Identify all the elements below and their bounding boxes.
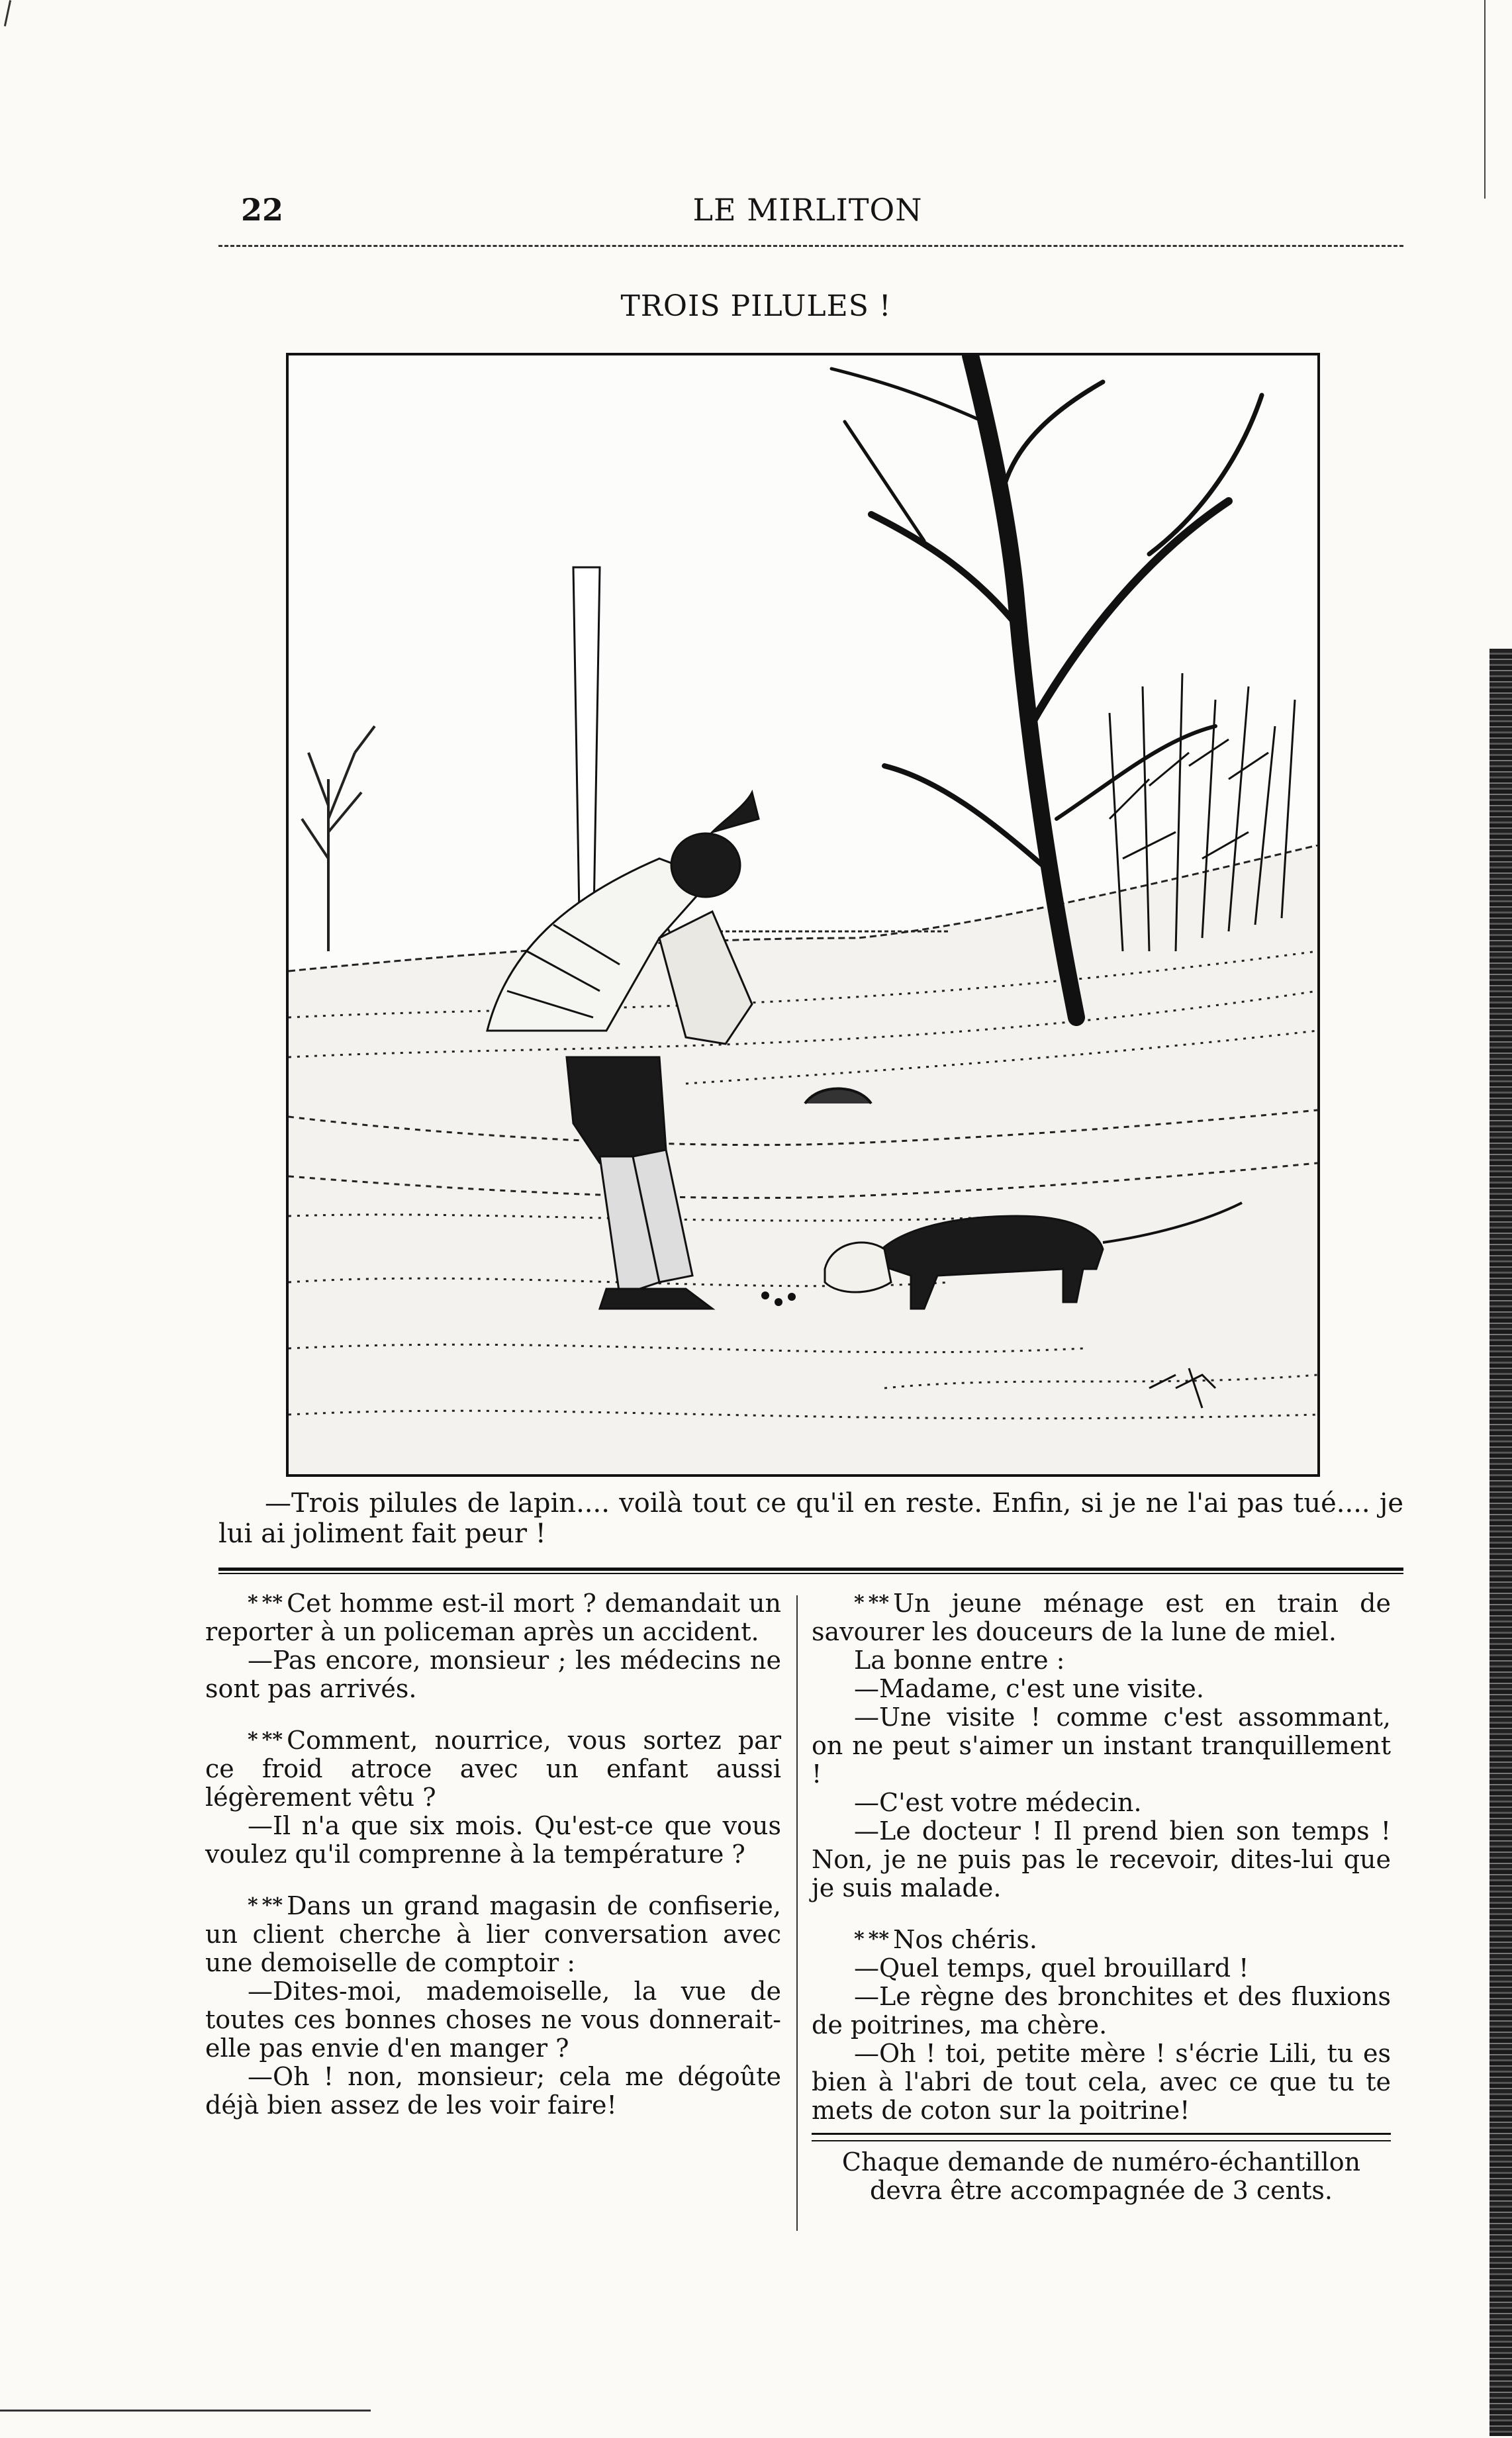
- illustration-caption: —Trois pilules de lapin.... voilà tout ce qu'il en reste. Enfin, si je ne l'ai pas tué.... je lui ai joliment fait peur !: [218, 1488, 1403, 1549]
- notice-rule: [812, 2133, 1391, 2141]
- running-head: [238, 192, 1377, 232]
- asterism-icon: * **: [854, 1591, 890, 1615]
- paragraph: —C'est votre médecin.: [854, 1788, 1142, 1817]
- scan-edge-shadow: [1489, 649, 1512, 2436]
- asterism-icon: * **: [248, 1728, 283, 1752]
- paragraph-text: Comment, nourrice, vous sortez par ce froid atroce avec un enfant aussi légèrement vêtu ?: [205, 1726, 781, 1812]
- paragraph-text: Un jeune ménage est en train de savourer les douceurs de la lune de miel.: [812, 1589, 1391, 1646]
- paragraph-text: Cet homme est-il mort ? demandait un reporter à un policeman après un accident.: [205, 1589, 781, 1646]
- scan-bottom-line: [0, 2410, 371, 2412]
- paragraph: —Le docteur ! Il prend bien son temps ! Non, je ne puis pas le recevoir, dites-lui que je suis malade.: [812, 1816, 1391, 1902]
- asterism-icon: * **: [248, 1591, 283, 1615]
- asterism-icon: * **: [248, 1894, 283, 1917]
- scan-edge-line: [1484, 0, 1486, 199]
- paragraph-text: Nos chéris.: [893, 1925, 1037, 1954]
- anecdote-confectionery-reply: —Oh ! non, monsieur; cela me dégoûte déjà bien assez de les voir faire!: [205, 2062, 781, 2120]
- engraving-hunter-and-dachshund: [289, 355, 1317, 1474]
- column-divider: [796, 1595, 798, 2231]
- paragraph: —Le règne des bronchites et des fluxions de poitrines, ma chère.: [812, 1982, 1391, 2039]
- paragraph-text: Dans un grand magasin de confiserie, un client cherche à lier conversation avec une demoiselle de comptoir :: [205, 1891, 781, 1977]
- anecdote-nurse: [205, 1726, 781, 1812]
- left-column: [205, 1589, 781, 2120]
- paragraph: —Madame, c'est une visite.: [854, 1674, 1204, 1703]
- asterism-icon: * **: [854, 1928, 890, 1951]
- anecdote-reporter: [205, 1589, 781, 1646]
- scan-mark: [4, 0, 11, 26]
- paragraph: La bonne entre :: [854, 1646, 1065, 1675]
- illustration: [286, 353, 1320, 1477]
- paragraph: —Une visite ! comme c'est assommant, on ne peut s'aimer un instant tranquillement !: [812, 1703, 1391, 1789]
- paragraph: —Quel temps, quel brouillard !: [854, 1953, 1249, 1983]
- page-number: 22: [241, 192, 284, 228]
- anecdote-honeymoon: [812, 1589, 1391, 1646]
- section-double-rule: [218, 1568, 1403, 1574]
- journal-title: LE MIRLITON: [692, 192, 923, 228]
- anecdote-confectionery-question: —Dites-moi, mademoiselle, la vue de toutes ces bonnes choses ne vous donnerait-elle pas envie d'en manger ?: [205, 1977, 781, 2063]
- anecdote-reporter-reply: —Pas encore, monsieur ; les médecins ne sont pas arrivés.: [205, 1646, 781, 1703]
- right-column: [812, 1589, 1391, 2205]
- anecdote-cheris: [812, 1925, 1391, 1954]
- article-title: TROIS PILULES !: [620, 289, 892, 323]
- anecdote-nurse-reply: —Il n'a que six mois. Qu'est-ce que vous voulez qu'il comprenne à la température ?: [205, 1811, 781, 1869]
- paragraph: —Oh ! toi, petite mère ! s'écrie Lili, tu es bien à l'abri de tout cela, avec ce que tu te mets de coton sur la poitrine!: [812, 2039, 1391, 2125]
- anecdote-confectionery: [205, 1891, 781, 1977]
- header-rule: [218, 245, 1403, 247]
- sample-request-notice: Chaque demande de numéro-échantillon devra être accompagnée de 3 cents.: [841, 2147, 1361, 2205]
